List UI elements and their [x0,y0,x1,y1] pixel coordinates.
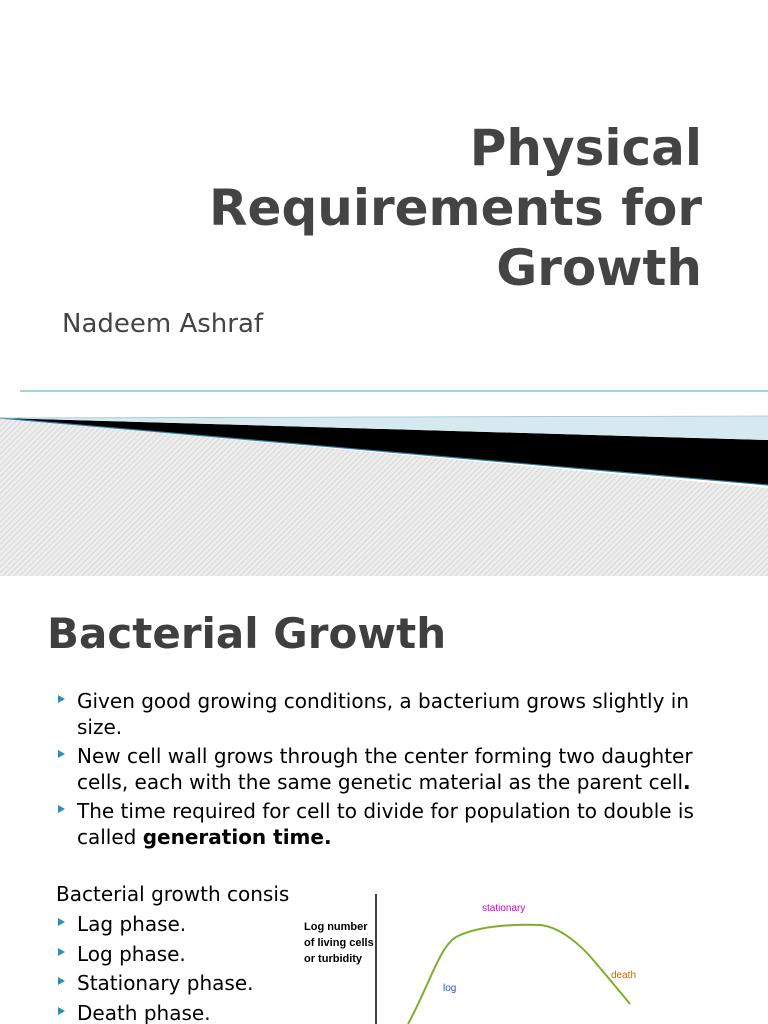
bullet-text: Given good growing conditions, a bacterium grows slightly in size. [77,689,689,739]
slide-title: Bacterial Growth [47,609,447,658]
triangle-bullet-icon [58,750,65,758]
phase-text: Lag phase. [77,912,187,936]
phase-list [56,912,253,1024]
title-line-3: Growth [496,239,702,297]
y-axis-label-line-1: Log number [304,921,368,933]
decorative-banner [0,380,768,576]
growth-curve-line [408,925,630,1024]
phase-item [56,971,253,996]
growth-curve-svg [290,894,650,1024]
stationary-label: stationary [482,903,526,914]
title-line-2: Requirements for [209,179,702,237]
phase-text: Stationary phase. [77,971,254,995]
triangle-bullet-icon [58,805,65,813]
phase-text: Death phase. [77,1000,211,1024]
bullet-bold-text: . [683,769,691,794]
triangle-bullet-icon [58,1007,65,1015]
y-axis-label-line-3: or turbidity [304,953,363,965]
bullet-item [56,799,736,850]
triangle-bullet-icon [58,977,65,985]
bullet-text: New cell wall grows through the center forming two daughter cells, each with the same genetic material as the parent cell [77,744,693,794]
presentation-title [62,118,702,298]
bullet-item [56,744,736,795]
bullet-list [56,689,736,854]
author-name: Nadeem Ashraf [62,309,264,339]
bullet-text: The time required for cell to divide for population to double is called [77,799,694,849]
log-label: log [443,983,457,994]
bullet-bold-text: generation time. [142,824,332,849]
title-line-1: Physical [469,119,702,177]
triangle-bullet-icon [58,918,65,926]
triangle-bullet-icon [58,948,65,956]
phase-text: Log phase. [77,941,186,966]
y-axis-label-line-2: of living cells [304,937,374,949]
content-slide [0,576,768,1024]
phases-intro: Bacterial growth consis [56,882,290,906]
phase-item [56,942,253,967]
death-label: death [611,970,637,981]
phase-item [56,1001,253,1024]
phase-item [56,912,253,937]
growth-curve-chart [290,894,650,1024]
triangle-bullet-icon [58,695,65,703]
bullet-item [56,689,736,740]
